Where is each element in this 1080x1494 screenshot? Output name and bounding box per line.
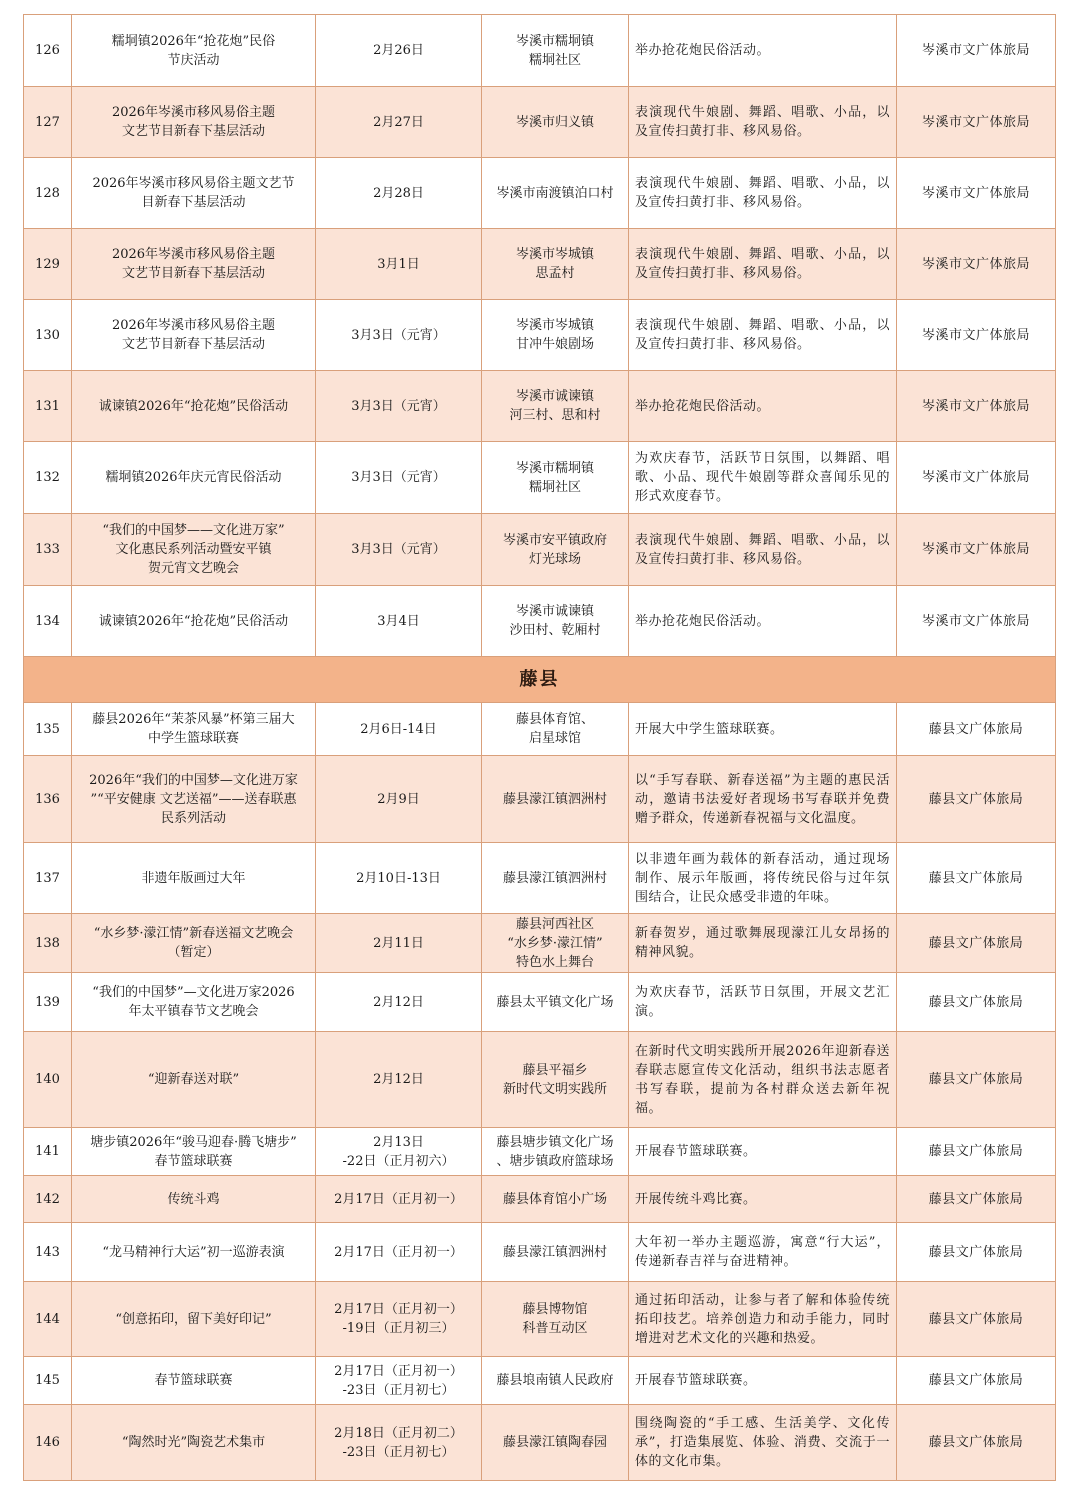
activity-location: 藤县濛江镇泗洲村 (482, 756, 629, 843)
activity-date: 3月4日 (316, 586, 482, 657)
organizer: 藤县文广体旅局 (897, 1357, 1056, 1405)
activity-location: 藤县濛江镇泗洲村 (482, 1223, 629, 1282)
activity-description: 举办抢花炮民俗活动。 (629, 371, 897, 442)
row-number: 132 (24, 442, 72, 514)
row-number: 139 (24, 973, 72, 1032)
row-number: 127 (24, 87, 72, 158)
activity-name: 春节篮球联赛 (72, 1357, 316, 1405)
activity-description: 围绕陶瓷的“手工感、生活美学、文化传承”，打造集展览、体验、消费、交流于一体的文化市集。 (629, 1405, 897, 1481)
table-row (24, 158, 1056, 229)
activity-date: 2月10日-13日 (316, 843, 482, 914)
organizer: 藤县文广体旅局 (897, 1223, 1056, 1282)
activity-description: 在新时代文明实践所开展2026年迎新春送春联志愿宣传文化活动，组织书法志愿者书写春联，提前为各村群众送去新年祝福。 (629, 1032, 897, 1128)
activity-location: 岑溪市岑城镇 思孟村 (482, 229, 629, 300)
table-row (24, 914, 1056, 973)
organizer: 岑溪市文广体旅局 (897, 87, 1056, 158)
row-number: 140 (24, 1032, 72, 1128)
activity-description: 以“手写春联、新春送福”为主题的惠民活动，邀请书法爱好者现场书写春联并免费赠予群众，传递新春祝福与文化温度。 (629, 756, 897, 843)
activity-date: 2月17日（正月初一） -23日（正月初七） (316, 1357, 482, 1405)
organizer: 藤县文广体旅局 (897, 703, 1056, 756)
activity-description: 表演现代牛娘剧、舞蹈、唱歌、小品，以及宣传扫黄打非、移风易俗。 (629, 514, 897, 586)
activity-name: 2026年岑溪市移风易俗主题 文艺节目新春下基层活动 (72, 229, 316, 300)
activity-date: 2月27日 (316, 87, 482, 158)
row-number: 129 (24, 229, 72, 300)
organizer: 岑溪市文广体旅局 (897, 229, 1056, 300)
activity-location: 岑溪市安平镇政府 灯光球场 (482, 514, 629, 586)
organizer: 藤县文广体旅局 (897, 1032, 1056, 1128)
organizer: 岑溪市文广体旅局 (897, 158, 1056, 229)
activity-date: 2月12日 (316, 973, 482, 1032)
table-row (24, 756, 1056, 843)
organizer: 藤县文广体旅局 (897, 1405, 1056, 1481)
activity-date: 2月11日 (316, 914, 482, 973)
row-number: 128 (24, 158, 72, 229)
activity-name: 塘步镇2026年“骏马迎春·腾飞塘步” 春节篮球联赛 (72, 1128, 316, 1176)
activity-location: 岑溪市诚谏镇 河三村、思和村 (482, 371, 629, 442)
activity-location: 藤县博物馆 科普互动区 (482, 1282, 629, 1357)
activity-name: 2026年岑溪市移风易俗主题 文艺节目新春下基层活动 (72, 87, 316, 158)
table-row (24, 843, 1056, 914)
row-number: 131 (24, 371, 72, 442)
table-row (24, 1282, 1056, 1357)
activity-location: 藤县濛江镇泗洲村 (482, 843, 629, 914)
activity-location: 岑溪市糯垌镇 糯垌社区 (482, 15, 629, 87)
organizer: 岑溪市文广体旅局 (897, 300, 1056, 371)
row-number: 126 (24, 15, 72, 87)
row-number: 144 (24, 1282, 72, 1357)
table-row (24, 300, 1056, 371)
activity-name: 诚谏镇2026年“抢花炮”民俗活动 (72, 371, 316, 442)
activity-name: 藤县2026年“茉茶风暴”杯第三届大 中学生篮球联赛 (72, 703, 316, 756)
activity-location: 藤县体育馆小广场 (482, 1176, 629, 1223)
activity-date: 2月17日（正月初一） (316, 1176, 482, 1223)
row-number: 145 (24, 1357, 72, 1405)
activity-description: 表演现代牛娘剧、舞蹈、唱歌、小品，以及宣传扫黄打非、移风易俗。 (629, 229, 897, 300)
activity-table (23, 14, 1056, 1481)
activity-description: 为欢庆春节，活跃节日氛围，开展文艺汇演。 (629, 973, 897, 1032)
schedule-sheet (23, 14, 1055, 1481)
activity-location: 岑溪市南渡镇泊口村 (482, 158, 629, 229)
row-number: 146 (24, 1405, 72, 1481)
activity-date: 3月3日（元宵） (316, 514, 482, 586)
activity-description: 开展春节篮球联赛。 (629, 1128, 897, 1176)
organizer: 岑溪市文广体旅局 (897, 15, 1056, 87)
activity-location: 藤县濛江镇陶春园 (482, 1405, 629, 1481)
activity-name: 2026年岑溪市移风易俗主题文艺节 目新春下基层活动 (72, 158, 316, 229)
activity-date: 3月3日（元宵） (316, 442, 482, 514)
activity-date: 2月6日-14日 (316, 703, 482, 756)
organizer: 岑溪市文广体旅局 (897, 514, 1056, 586)
activity-date: 3月3日（元宵） (316, 371, 482, 442)
table-row (24, 229, 1056, 300)
activity-description: 举办抢花炮民俗活动。 (629, 15, 897, 87)
activity-description: 开展大中学生篮球联赛。 (629, 703, 897, 756)
activity-date: 2月17日（正月初一） -19日（正月初三） (316, 1282, 482, 1357)
row-number: 130 (24, 300, 72, 371)
activity-description: 表演现代牛娘剧、舞蹈、唱歌、小品，以及宣传扫黄打非、移风易俗。 (629, 300, 897, 371)
activity-date: 2月12日 (316, 1032, 482, 1128)
activity-location: 岑溪市岑城镇 甘冲牛娘剧场 (482, 300, 629, 371)
activity-description: 开展春节篮球联赛。 (629, 1357, 897, 1405)
activity-date: 3月3日（元宵） (316, 300, 482, 371)
table-row (24, 371, 1056, 442)
activity-description: 表演现代牛娘剧、舞蹈、唱歌、小品，以及宣传扫黄打非、移风易俗。 (629, 158, 897, 229)
row-number: 141 (24, 1128, 72, 1176)
activity-location: 藤县塘步镇文化广场 、塘步镇政府篮球场 (482, 1128, 629, 1176)
organizer: 藤县文广体旅局 (897, 1176, 1056, 1223)
table-row (24, 703, 1056, 756)
activity-location: 藤县河西社区 “水乡梦·濛江情” 特色水上舞台 (482, 914, 629, 973)
activity-description: 以非遗年画为载体的新春活动，通过现场制作、展示年版画，将传统民俗与过年氛围结合，让民众感受非遗的年味。 (629, 843, 897, 914)
activity-name: 糯垌镇2026年“抢花炮”民俗 节庆活动 (72, 15, 316, 87)
activity-name: “我们的中国梦——文化进万家” 文化惠民系列活动暨安平镇 贺元宵文艺晚会 (72, 514, 316, 586)
table-row (24, 1223, 1056, 1282)
table-row (24, 586, 1056, 657)
activity-name: “创意拓印，留下美好印记” (72, 1282, 316, 1357)
table-row (24, 1357, 1056, 1405)
table-row (24, 514, 1056, 586)
organizer: 藤县文广体旅局 (897, 843, 1056, 914)
organizer: 岑溪市文广体旅局 (897, 586, 1056, 657)
activity-description: 举办抢花炮民俗活动。 (629, 586, 897, 657)
activity-date: 2月13日 -22日（正月初六） (316, 1128, 482, 1176)
activity-location: 岑溪市归义镇 (482, 87, 629, 158)
activity-name: 传统斗鸡 (72, 1176, 316, 1223)
activity-name: “迎新春送对联” (72, 1032, 316, 1128)
table-row (24, 15, 1056, 87)
activity-location: 藤县太平镇文化广场 (482, 973, 629, 1032)
row-number: 134 (24, 586, 72, 657)
activity-description: 通过拓印活动，让参与者了解和体验传统拓印技艺。培养创造力和动手能力，同时增进对艺术文化的兴趣和热爱。 (629, 1282, 897, 1357)
row-number: 133 (24, 514, 72, 586)
table-row (24, 973, 1056, 1032)
activity-name: “我们的中国梦”—文化进万家2026 年太平镇春节文艺晚会 (72, 973, 316, 1032)
activity-description: 开展传统斗鸡比赛。 (629, 1176, 897, 1223)
activity-location: 岑溪市糯垌镇 糯垌社区 (482, 442, 629, 514)
row-number: 137 (24, 843, 72, 914)
row-number: 142 (24, 1176, 72, 1223)
activity-name: 糯垌镇2026年庆元宵民俗活动 (72, 442, 316, 514)
row-number: 138 (24, 914, 72, 973)
activity-location: 藤县埌南镇人民政府 (482, 1357, 629, 1405)
organizer: 藤县文广体旅局 (897, 1128, 1056, 1176)
organizer: 藤县文广体旅局 (897, 914, 1056, 973)
activity-date: 2月17日（正月初一） (316, 1223, 482, 1282)
table-row (24, 1405, 1056, 1481)
table-row (24, 87, 1056, 158)
activity-name: 非遗年版画过大年 (72, 843, 316, 914)
organizer: 岑溪市文广体旅局 (897, 442, 1056, 514)
activity-description: 表演现代牛娘剧、舞蹈、唱歌、小品，以及宣传扫黄打非、移风易俗。 (629, 87, 897, 158)
table-row (24, 442, 1056, 514)
activity-description: 为欢庆春节，活跃节日氛围，以舞蹈、唱歌、小品、现代牛娘剧等群众喜闻乐见的形式欢度春节。 (629, 442, 897, 514)
row-number: 136 (24, 756, 72, 843)
organizer: 藤县文广体旅局 (897, 973, 1056, 1032)
activity-name: “水乡梦·濛江情”新春送福文艺晚会 （暂定） (72, 914, 316, 973)
row-number: 135 (24, 703, 72, 756)
activity-date: 2月26日 (316, 15, 482, 87)
table-row (24, 1128, 1056, 1176)
section-header-row (24, 657, 1056, 703)
section-title: 藤县 (24, 657, 1056, 703)
activity-name: 诚谏镇2026年“抢花炮”民俗活动 (72, 586, 316, 657)
row-number: 143 (24, 1223, 72, 1282)
activity-name: “龙马精神行大运”初一巡游表演 (72, 1223, 316, 1282)
table-row (24, 1032, 1056, 1128)
table-row (24, 1176, 1056, 1223)
activity-name: 2026年岑溪市移风易俗主题 文艺节目新春下基层活动 (72, 300, 316, 371)
activity-name: “陶然时光”陶瓷艺术集市 (72, 1405, 316, 1481)
activity-location: 岑溪市诚谏镇 沙田村、乾厢村 (482, 586, 629, 657)
activity-date: 2月9日 (316, 756, 482, 843)
activity-date: 3月1日 (316, 229, 482, 300)
activity-date: 2月18日（正月初二） -23日（正月初七） (316, 1405, 482, 1481)
organizer: 藤县文广体旅局 (897, 1282, 1056, 1357)
activity-location: 藤县平福乡 新时代文明实践所 (482, 1032, 629, 1128)
activity-location: 藤县体育馆、 启星球馆 (482, 703, 629, 756)
organizer: 岑溪市文广体旅局 (897, 371, 1056, 442)
activity-description: 大年初一举办主题巡游，寓意“行大运”，传递新春吉祥与奋进精神。 (629, 1223, 897, 1282)
activity-name: 2026年“我们的中国梦—文化进万家 ”“平安健康 文艺送福”——送春联惠 民系列活动 (72, 756, 316, 843)
activity-date: 2月28日 (316, 158, 482, 229)
organizer: 藤县文广体旅局 (897, 756, 1056, 843)
activity-description: 新春贺岁，通过歌舞展现濛江儿女昂扬的精神风貌。 (629, 914, 897, 973)
